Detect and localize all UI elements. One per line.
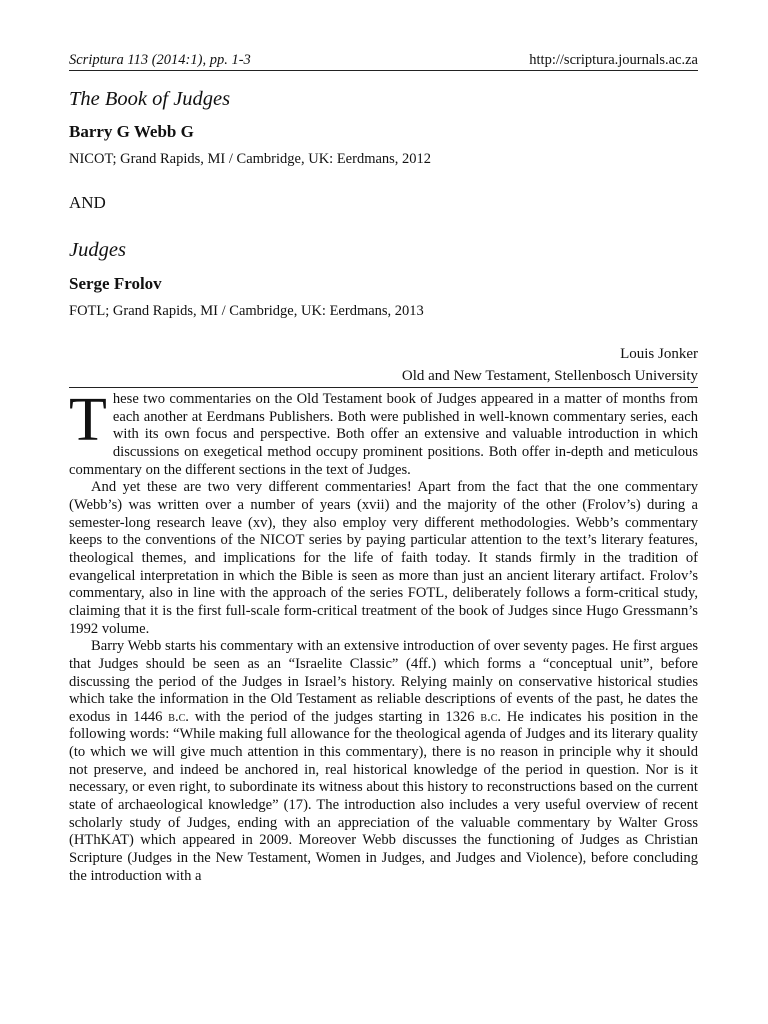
book-author-2: Serge Frolov	[69, 274, 162, 293]
paragraph-1	[69, 386, 698, 479]
reviewer-affiliation: Old and New Testament, Stellenbosch University	[401, 368, 698, 384]
paragraph-1-text: hese two commentaries on the Old Testament book of Judges appeared in a matter of months from each another at Eerdmans Publishers. Both were published in well-known commentary series, each with its own focus and perspective. Both offer an extensive and valuable introduction in which discussions on exegetical method occupy prominent positions. Both offer in-depth and meticulous commentary on the different sections in the text of Judges.	[69, 391, 698, 478]
running-header	[69, 50, 698, 71]
book-author-1: Barry G Webb G	[69, 122, 194, 141]
book-title-1: The Book of Judges	[69, 88, 231, 110]
journal-citation: Scriptura 113 (2014:1), pp. 1-3	[69, 52, 251, 68]
paragraph-3	[69, 638, 698, 885]
journal-url-link[interactable]: http://scriptura.journals.ac.za	[529, 52, 698, 68]
reviewer-name: Louis Jonker	[620, 346, 698, 362]
paragraph-3-text-b: with the period of the judges starting in 1326	[188, 708, 481, 725]
divider	[69, 387, 698, 388]
paragraph-3-text-c: He indicates his position in the following words: “While making full allowance for the theological agenda of Judges and its literary quality (to which we will give much attention in this commentary), there is no reason in principle why it should not preserve, and indeed be anchored in, real historical knowledge of the period in question. Nor is it necessary, or even right, to subordinate its witness about this history to reconstructions based on the current state of archaeological knowledge” (17). The introduction also includes a very useful overview of recent scholarly study of Judges, ending with an appreciation of the valuable commentary by Walter Gross (HThKAT) which appeared in 2009. Moreover Webb discusses the functioning of Judges as Christian Scripture (Judges in the New Testament, Women in Judges, and Judges and Violence), before concluding the introduction with a	[69, 708, 698, 884]
paragraph-3-text-a: Barry Webb starts his commentary with an extensive introduction of over seventy pages. He first argues that Judges should be seen as an “Israelite Classic” (4ff.) which forms a “conceptual unit”, before discussing the period of the Judges in Israel’s history. Relying mainly on conservative historical studies which take the information in the Old Testament as reliable descriptions of events of the past, he dates the exodus in 1446	[69, 638, 698, 725]
era-abbreviation: b.c.	[480, 708, 502, 725]
drop-cap: T	[69, 386, 107, 454]
book-title-2: Judges	[69, 239, 126, 261]
book-publication-2: FOTL; Grand Rapids, MI / Cambridge, UK: Eerdmans, 2013	[69, 303, 424, 319]
book-publication-1: NICOT; Grand Rapids, MI / Cambridge, UK: Eerdmans, 2012	[69, 151, 432, 167]
conjunction: AND	[69, 193, 106, 212]
review-body	[69, 386, 698, 885]
paragraph-2: And yet these are two very different commentaries! Apart from the fact that the one commentary (Webb’s) was written over a number of years (xvii) and the majority of the other (Frolov’s) during a semester-long research leave (xv), they also employ very different methodologies. Webb’s commentary keeps to the conventions of the NICOT series by paying particular attention to the text’s literary features, theological themes, and implications for the life of faith today. It stands firmly in the tradition of evangelical interpretation in which the Bible is seen as more than just an ancient literary artifact. Frolov’s commentary, also in line with the approach of the series FOTL, deliberately follows a form-critical study, claiming that it is the first full-scale form-critical treatment of the book of Judges since Hugo Gressmann’s 1992 volume.	[69, 479, 698, 637]
era-abbreviation: b.c.	[168, 708, 189, 725]
